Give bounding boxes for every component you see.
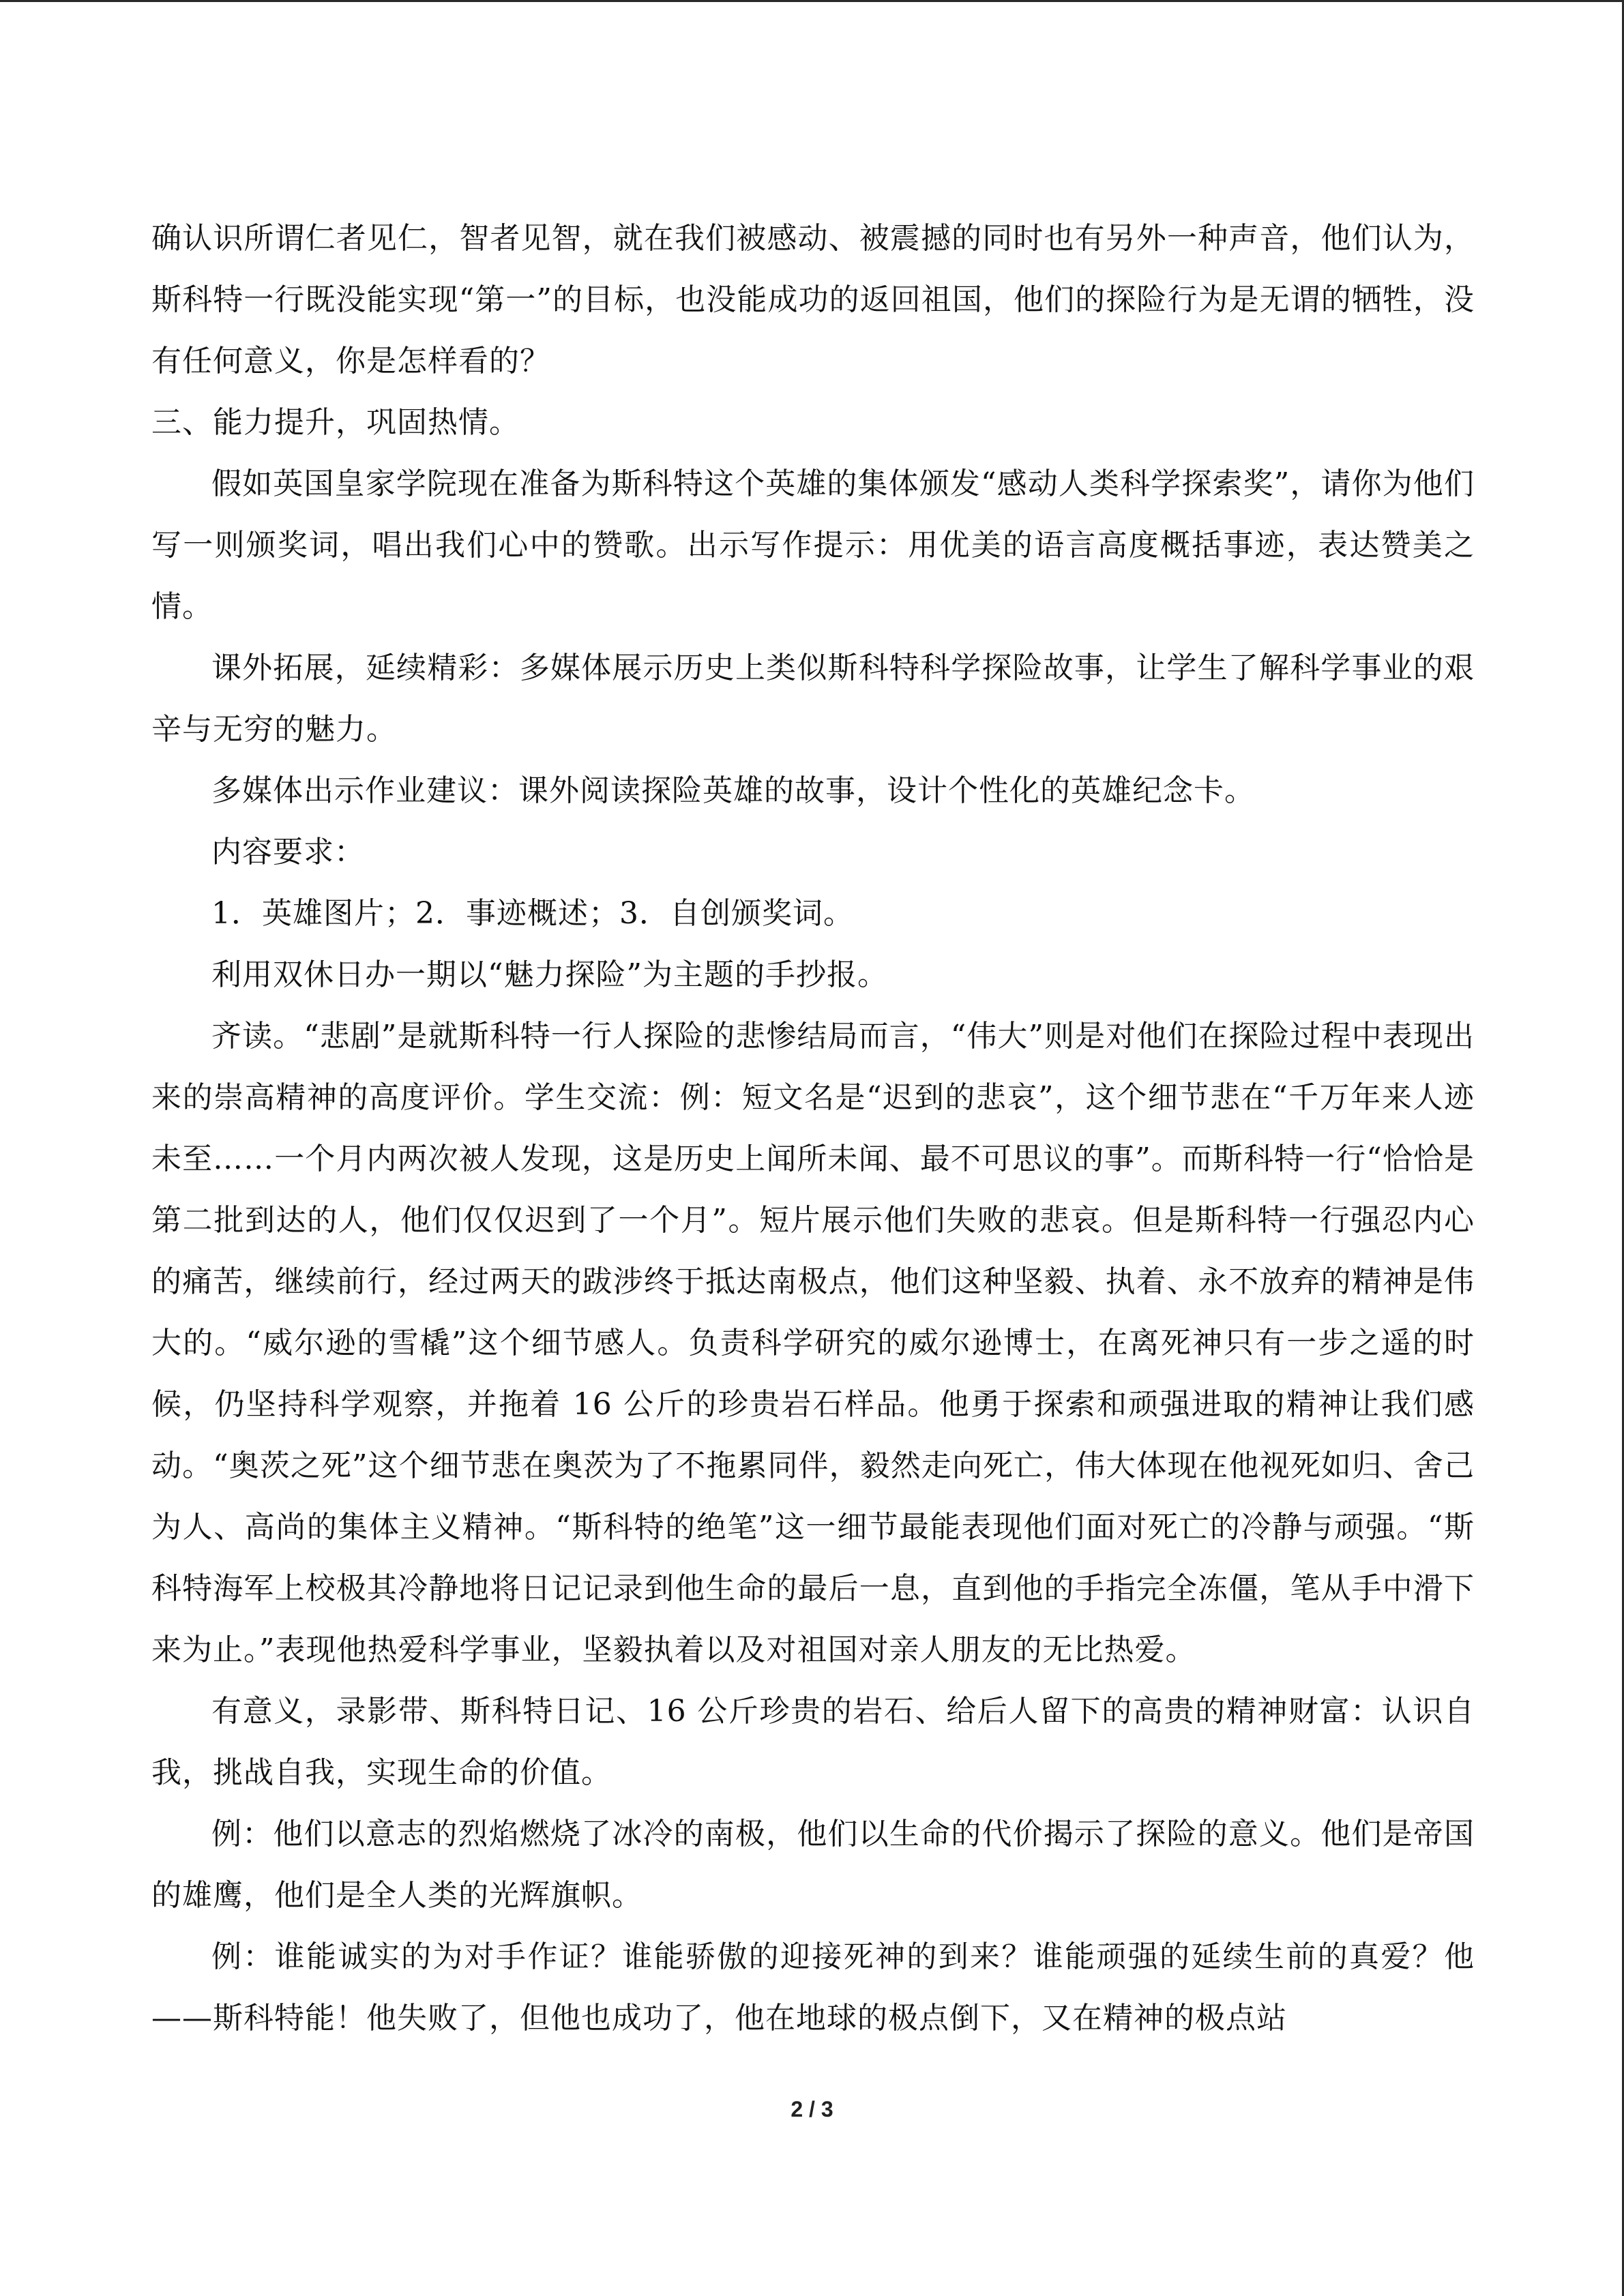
page-top-border [0, 0, 1624, 2]
paragraph-example-one: 例：他们以意志的烈焰燃烧了冰冷的南极，他们以生命的代价揭示了探险的意义。他们是帝国的雄鹰，他们是全人类的光辉旗帜。 [151, 1817, 1475, 1913]
section-heading-ability: 三、能力提升，巩固热情。 [151, 405, 520, 440]
paragraph-continued-question: 确认识所谓仁者见仁，智者见智，就在我们被感动、被震撼的同时也有另外一种声音，他们认为，斯科特一行既没能实现“第一”的目标，也没能成功的返回祖国，他们的探险行为是无谓的牺牲，没有任何意义，你是怎样看的？ [151, 221, 1475, 378]
page-number: 2 / 3 [791, 2097, 833, 2121]
paragraph-handwritten-newspaper: 利用双休日办一期以“魅力探险”为主题的手抄报。 [211, 957, 888, 992]
document-body [151, 208, 1475, 2049]
paragraph-award-speech: 假如英国皇家学院现在准备为斯科特这个英雄的集体颁发“感动人类科学探索奖”，请你为他们写一则颁奖词，唱出我们心中的赞歌。出示写作提示：用优美的语言高度概括事迹，表达赞美之情。 [151, 466, 1475, 624]
paragraph-extension: 课外拓展，延续精彩：多媒体展示历史上类似斯科特科学探险故事，让学生了解科学事业的艰辛与无穷的魅力。 [151, 651, 1475, 747]
paragraph-requirements-label: 内容要求： [211, 835, 365, 869]
paragraph-requirements-list: 1．英雄图片；2．事迹概述；3．自创颁奖词。 [211, 896, 854, 931]
paragraph-meaning: 有意义，录影带、斯科特日记、16 公斤珍贵的岩石、给后人留下的高贵的精神财富：认识自我，挑战自我，实现生命的价值。 [151, 1694, 1475, 1790]
paragraph-homework: 多媒体出示作业建议：课外阅读探险英雄的故事，设计个性化的英雄纪念卡。 [211, 773, 1255, 808]
paragraph-analysis: 齐读。“悲剧”是就斯科特一行人探险的悲惨结局而言，“伟大”则是对他们在探险过程中表现出来的崇高精神的高度评价。学生交流：例：短文名是“迟到的悲哀”，这个细节悲在“千万年来人迹未至……一个月内两次被人发现，这是历史上闻所未闻、最不可思议的事”。而斯科特一行“恰恰是第二批到达的人，他们仅仅迟到了一个月”。短片展示他们失败的悲哀。但是斯科特一行强忍内心的痛苦，继续前行，经过两天的跋涉终于抵达南极点，他们这种坚毅、执着、永不放弃的精神是伟大的。“威尔逊的雪橇”这个细节感人。负责科学研究的威尔逊博士，在离死神只有一步之遥的时候，仍坚持科学观察，并拖着 16 公斤的珍贵岩石样品。他勇于探索和顽强进取的精神让我们感动。“奥茨之死”这个细节悲在奥茨为了不拖累同伴，毅然走向死亡，伟大体现在他视死如归、舍己为人、高尚的集体主义精神。“斯科特的绝笔”这一细节最能表现他们面对死亡的冷静与顽强。“斯科特海军上校极其冷静地将日记记录到他生命的最后一息，直到他的手指完全冻僵，笔从手中滑下来为止。”表现他热爱科学事业，坚毅执着以及对祖国对亲人朋友的无比热爱。 [151, 1019, 1475, 1667]
paragraph-example-two: 例：谁能诚实的为对手作证？谁能骄傲的迎接死神的到来？谁能顽强的延续生前的真爱？他——斯科特能！他失败了，但他也成功了，他在地球的极点倒下，又在精神的极点站 [151, 1939, 1475, 2036]
